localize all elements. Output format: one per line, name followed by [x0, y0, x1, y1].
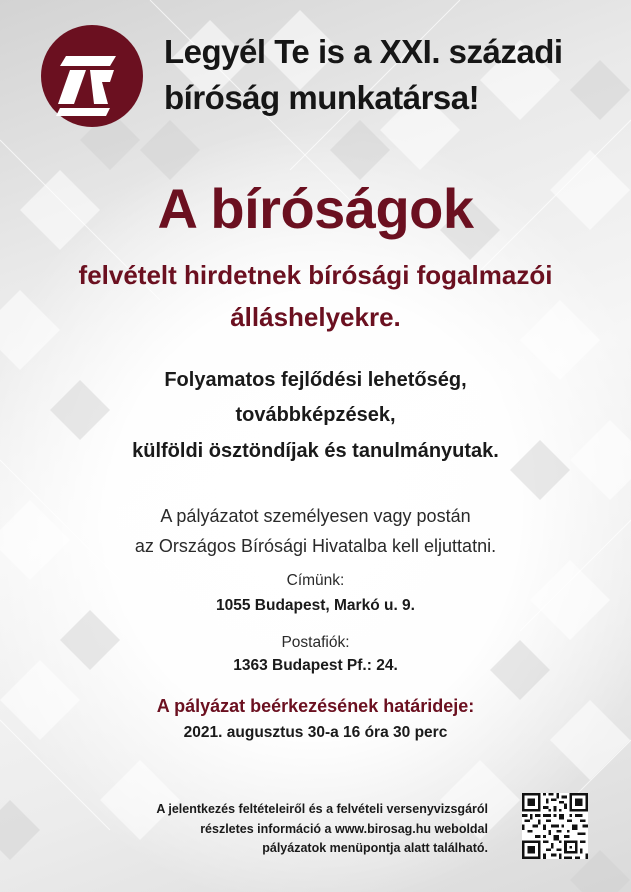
- address-value: 1055 Budapest, Markó u. 9.: [216, 597, 415, 614]
- deadline-value: 2021. augusztus 30-a 16 óra 30 perc: [183, 724, 448, 741]
- main-title: A bíróságok: [157, 177, 474, 240]
- headline-line-1: Legyél Te is a XXI. századi: [164, 33, 563, 70]
- pobox-value: 1363 Budapest Pf.: 24.: [233, 657, 398, 674]
- pobox-label: Postafiók:: [281, 634, 350, 651]
- deadline-label: A pályázat beérkezésének határideje:: [156, 696, 475, 716]
- subtitle-line-1: felvételt hirdetnek bírósági fogalmazói: [78, 260, 553, 290]
- court-logo-icon: [40, 24, 144, 128]
- footer-info: [28, 800, 488, 859]
- benefit-line-3: külföldi ösztöndíjak és tanulmányutak.: [132, 440, 499, 462]
- footer-line-1: A jelentkezés feltételeiről és a felvételi versenyvizsgáról: [156, 802, 488, 816]
- address-label: Címünk:: [286, 572, 345, 589]
- headline-line-2: bíróság munkatársa!: [164, 79, 480, 116]
- footer-line-2: részletes információ a www.birosag.hu weboldal: [200, 821, 488, 836]
- benefit-line-1: Folyamatos fejlődési lehetőség,: [164, 369, 467, 391]
- subtitle-line-2: álláshelyekre.: [230, 302, 401, 332]
- footer-line-3: pályázatok menüpontja alatt található.: [262, 841, 488, 855]
- application-line-2: az Országos Bírósági Hivatalba kell eljuttatni.: [134, 536, 497, 556]
- application-line-1: A pályázatot személyesen vagy postán: [160, 506, 471, 526]
- benefit-line-2: továbbképzések,: [235, 404, 396, 426]
- qr-code-icon[interactable]: [522, 793, 588, 859]
